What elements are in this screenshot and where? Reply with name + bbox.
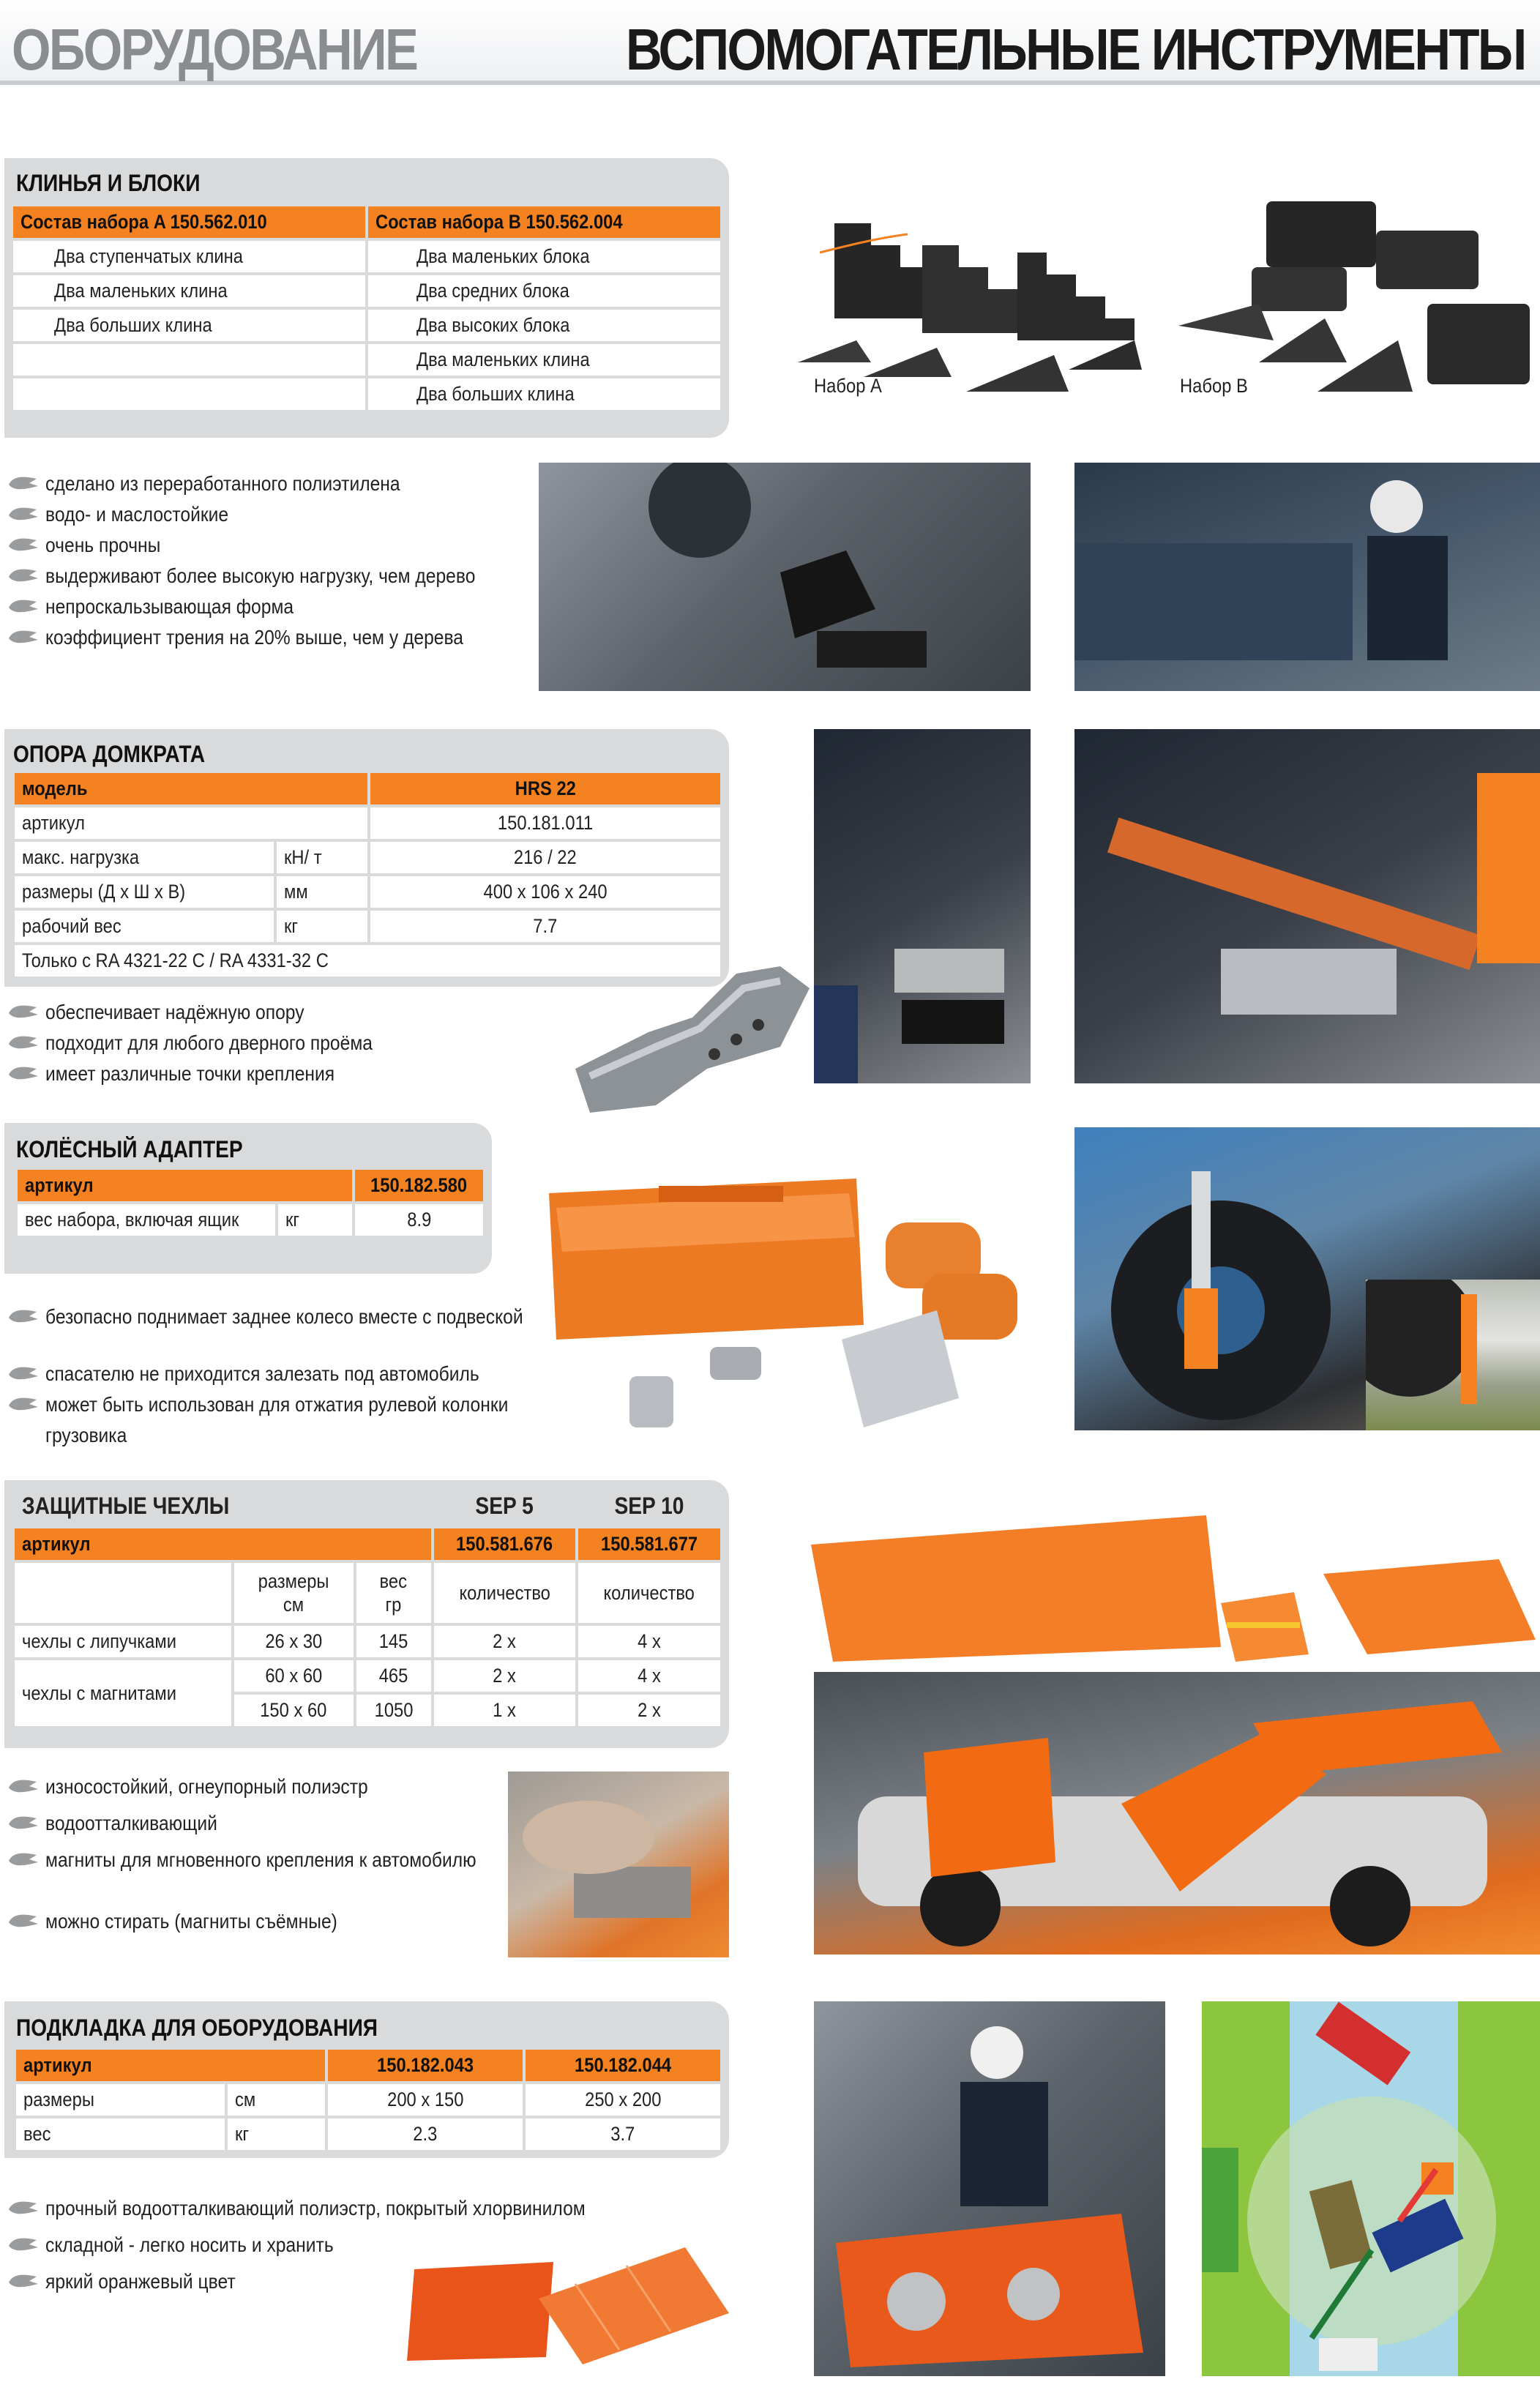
holmatro-bullet-icon: [7, 1395, 40, 1414]
jack-feature-list: [4, 997, 417, 1089]
covers-table: [12, 1483, 723, 1729]
equipment-mat-usage-photo: [814, 2001, 1165, 2376]
holmatro-bullet-icon: [7, 1034, 40, 1053]
jack-title: ОПОРА ДОМКРАТА: [13, 741, 206, 767]
table-row: Два маленьких клина: [13, 344, 720, 376]
list-item: водо- и маслостойкие: [4, 499, 534, 530]
holmatro-bullet-icon: [7, 536, 40, 555]
set-b-header: Состав набора B 150.562.004: [368, 206, 720, 238]
jack-table: [12, 770, 723, 979]
holmatro-bullet-icon: [7, 2236, 40, 2255]
table-row: 150 х 60 1050 1 х 2 х: [15, 1695, 720, 1726]
table-row: Два больших клина: [13, 378, 720, 410]
holmatro-bullet-icon: [7, 505, 40, 524]
wheel-header-label: артикул: [18, 1170, 352, 1201]
holmatro-bullet-icon: [7, 474, 40, 493]
holmatro-bullet-icon: [7, 1364, 40, 1384]
list-item: магниты для мгновенного крепления к автомобилю: [4, 1845, 535, 1875]
list-item: очень прочны: [4, 530, 534, 561]
wedges-feature-list: [4, 468, 534, 653]
holmatro-bullet-icon: [7, 1912, 40, 1931]
mat-table: [13, 2047, 723, 2153]
holmatro-bullet-icon: [7, 1814, 40, 1833]
page-title: ВСПОМОГАТЕЛЬНЫЕ ИНСТРУМЕНТЫ: [626, 17, 1525, 82]
covers-article-sep5: 150.581.676: [434, 1528, 576, 1560]
list-item: сделано из переработанного полиэтилена: [4, 468, 534, 499]
wheel-feature-list: [4, 1302, 588, 1451]
protective-covers-product-image: [811, 1493, 1540, 1669]
wedges-usage-photo-1: [539, 463, 1031, 691]
set-a-header: Состав набора A 150.562.010: [13, 206, 365, 238]
wedges-table: [10, 204, 723, 413]
table-row: чехлы с липучками 26 х 30 145 2 х 4 х: [15, 1626, 720, 1657]
wheel-header-article: 150.182.580: [355, 1170, 483, 1201]
table-row: вес кг 2.3 3.7: [16, 2118, 720, 2150]
covers-article-label: артикул: [15, 1528, 431, 1560]
covers-feature-list: [4, 1771, 535, 1937]
list-item: выдерживают более высокую нагрузку, чем дерево: [4, 561, 534, 591]
table-row: макс. нагрузка кН/ т 216 / 22: [15, 842, 720, 873]
list-item: непроскальзывающая форма: [4, 591, 534, 622]
jack-header-model: HRS 22: [370, 773, 720, 804]
list-item: складной - легко носить и хранить: [4, 2230, 659, 2260]
covers-col-sep10: SEP 10: [614, 1492, 684, 1519]
mat-article-label: артикул: [16, 2050, 325, 2081]
holmatro-bullet-icon: [7, 597, 40, 616]
wheel-title: КОЛЁСНЫЙ АДАПТЕР: [16, 1136, 243, 1162]
holmatro-bullet-icon: [7, 628, 40, 647]
list-item: яркий оранжевый цвет: [4, 2266, 659, 2297]
list-item: коэффициент трения на 20% выше, чем у дерева: [4, 622, 534, 653]
list-item: подходит для любого дверного проёма: [4, 1028, 417, 1059]
wheel-adapter-kit-image: [542, 1157, 1039, 1449]
holmatro-bullet-icon: [7, 1851, 40, 1870]
table-row: Два больших клина Два высоких блока: [13, 310, 720, 341]
covers-col-sep5: SEP 5: [475, 1492, 534, 1519]
jack-header-label: модель: [15, 773, 367, 804]
list-item: можно стирать (магниты съёмные): [4, 1906, 535, 1937]
page-header: [0, 0, 1540, 85]
wheel-adapter-detail-photo: [1366, 1280, 1540, 1430]
wedges-title: КЛИНЬЯ И БЛОКИ: [16, 170, 201, 196]
jack-usage-photo-1: [814, 729, 1031, 1083]
list-item: водоотталкивающий: [4, 1808, 535, 1839]
wedges-usage-photo-2: [1074, 463, 1540, 691]
table-row: Два ступенчатых клина Два маленьких блока: [13, 241, 720, 272]
table-row: Только с RA 4321-22 C / RA 4331-32 C: [15, 945, 720, 977]
list-item: спасателю не приходится залезать под автомобиль: [4, 1359, 588, 1389]
mat-title: ПОДКЛАДКА ДЛЯ ОБОРУДОВАНИЯ: [16, 2015, 378, 2041]
jack-usage-photo-2: [1074, 729, 1540, 1083]
holmatro-bullet-icon: [7, 1777, 40, 1796]
holmatro-bullet-icon: [7, 1307, 40, 1326]
set-b-caption: Набор B: [1180, 375, 1248, 397]
section-title: ОБОРУДОВАНИЕ: [12, 17, 417, 82]
holmatro-bullet-icon: [7, 2272, 40, 2291]
protective-covers-usage-photo: [814, 1672, 1540, 1954]
list-item: имеет различные точки крепления: [4, 1059, 417, 1089]
table-row: Два маленьких клина Два средних блока: [13, 275, 720, 307]
list-item: безопасно поднимает заднее колесо вместе с подвеской: [4, 1302, 588, 1332]
holmatro-bullet-icon: [7, 2199, 40, 2218]
jack-support-product-image: [561, 959, 824, 1120]
mat-article-b: 150.182.044: [526, 2050, 720, 2081]
list-item: может быть использован для отжатия рулевой колонки: [4, 1389, 588, 1420]
equipment-mat-product-image: [407, 2233, 729, 2364]
set-a-caption: Набор A: [814, 375, 882, 397]
list-item: износостойкий, огнеупорный полиэстр: [4, 1771, 535, 1802]
covers-title: ЗАЩИТНЫЕ ЧЕХЛЫ: [22, 1492, 230, 1519]
table-row: чехлы с магнитами 60 х 60 465 2 х 4 х: [15, 1660, 720, 1692]
list-item: обеспечивает надёжную опору: [4, 997, 417, 1028]
list-item: грузовика: [45, 1424, 127, 1446]
holmatro-bullet-icon: [7, 1003, 40, 1022]
covers-article-sep10: 150.581.677: [578, 1528, 720, 1560]
table-row: размеры см 200 х 150 250 х 200: [16, 2084, 720, 2116]
table-row: рабочий вес кг 7.7: [15, 911, 720, 942]
mat-article-a: 150.182.043: [328, 2050, 523, 2081]
list-item: прочный водоотталкивающий полиэстр, покрытый хлорвинилом: [4, 2193, 659, 2224]
table-row: размеры (Д х Ш х В) мм 400 х 106 х 240: [15, 876, 720, 908]
scene-layout-diagram: [1202, 2001, 1540, 2376]
magnet-cover-detail-photo: [508, 1771, 729, 1957]
holmatro-bullet-icon: [7, 567, 40, 586]
table-row: артикул 150.181.011: [15, 807, 720, 839]
table-row: вес набора, включая ящик кг 8.9: [18, 1204, 483, 1236]
table-row: размеры см вес гр количество количество: [15, 1563, 720, 1623]
wheel-table: [15, 1167, 486, 1239]
holmatro-bullet-icon: [7, 1064, 40, 1083]
